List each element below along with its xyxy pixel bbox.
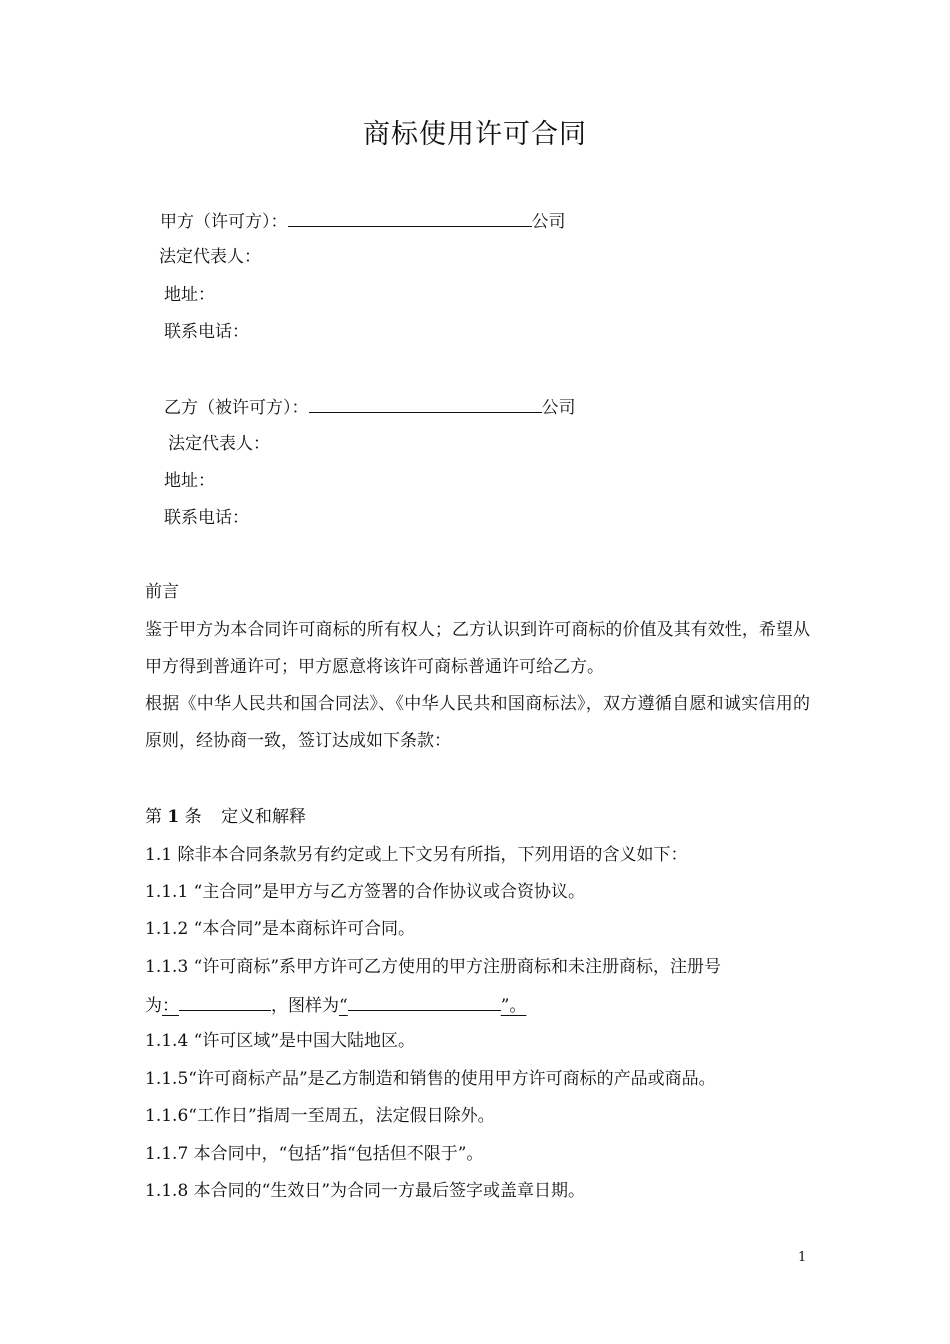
party-a-phone: 联系电话： xyxy=(164,322,249,342)
preamble-paragraph-1: 鉴于甲方为本合同许可商标的所有权人；乙方认识到许可商标的价值及其有效性，希望从甲方得到普通许可；甲方愿意将该许可商标普通许可给乙方。 xyxy=(145,620,810,677)
article-suffix: 条 xyxy=(184,807,202,827)
party-a-name-blank xyxy=(288,208,532,227)
clause-1-1-8: 1.1.8 本合同的“生效日”为合同一方最后签字或盖章日期。 xyxy=(145,1181,586,1201)
clause-1-1-1: 1.1.1 “主合同”是甲方与乙方签署的合作协议或合资协议。 xyxy=(145,882,586,902)
party-a-label: 甲方（许可方）： xyxy=(160,212,288,232)
party-b-name-blank xyxy=(309,394,542,413)
registration-number-blank xyxy=(179,992,271,1011)
party-b-rep: 法定代表人： xyxy=(168,434,270,454)
clause-colon: ： xyxy=(162,996,179,1016)
clause-1-1-3-line-2 xyxy=(145,992,526,1018)
clause-open-quote: “ xyxy=(339,996,348,1016)
party-a-address: 地址： xyxy=(164,285,215,305)
page-number: 1 xyxy=(798,1250,807,1265)
article-1-heading xyxy=(145,805,306,829)
party-b-phone: 联系电话： xyxy=(164,508,249,528)
party-b-address: 地址： xyxy=(164,471,215,491)
article-name: 定义和解释 xyxy=(221,807,307,827)
clause-text-pattern: ，图样为 xyxy=(271,996,339,1016)
document-title: 商标使用许可合同 xyxy=(363,119,587,150)
clause-close-quote: ”。 xyxy=(500,996,527,1016)
clause-1-1: 1.1 除非本合同条款另有约定或上下文另有所指，下列用语的含义如下： xyxy=(145,845,688,865)
article-number: 1 xyxy=(167,807,180,827)
article-prefix: 第 xyxy=(145,807,162,827)
clause-1-1-2: 1.1.2 “本合同”是本商标许可合同。 xyxy=(145,919,416,939)
clause-1-1-5: 1.1.5“许可商标产品”是乙方制造和销售的使用甲方许可商标的产品或商品。 xyxy=(145,1069,716,1089)
clause-1-1-7: 1.1.7 本合同中，“包括”指“包括但不限于”。 xyxy=(145,1144,484,1164)
clause-1-1-4: 1.1.4 “许可区域”是中国大陆地区。 xyxy=(145,1031,416,1051)
trademark-pattern-blank xyxy=(348,992,501,1011)
preamble-paragraph-2: 根据《中华人民共和国合同法》、《中华人民共和国商标法》，双方遵循自愿和诚实信用的原则，经协商一致，签订达成如下条款： xyxy=(145,694,810,751)
clause-text-for: 为 xyxy=(145,996,162,1016)
party-b-suffix: 公司 xyxy=(541,398,576,418)
clause-1-1-6: 1.1.6“工作日”指周一至周五，法定假日除外。 xyxy=(145,1106,495,1126)
party-a-line xyxy=(160,208,566,234)
party-b-line xyxy=(164,394,576,420)
party-a-rep: 法定代表人： xyxy=(159,247,261,267)
preamble-heading: 前言 xyxy=(145,582,179,602)
party-b-label: 乙方（被许可方）： xyxy=(164,398,309,418)
clause-1-1-3-line-1: 1.1.3 “许可商标”系甲方许可乙方使用的甲方注册商标和未注册商标，注册号 xyxy=(145,957,722,977)
party-a-suffix: 公司 xyxy=(531,212,566,232)
